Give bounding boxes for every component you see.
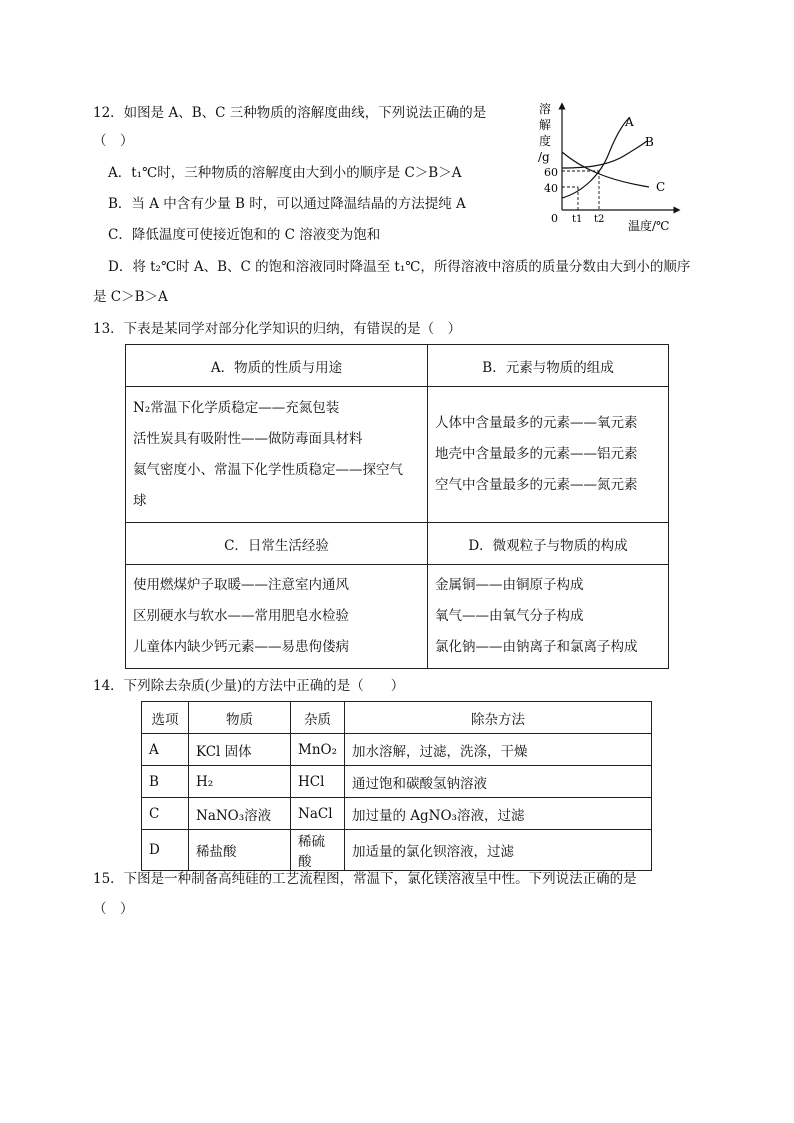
q13-c-body [126, 565, 428, 669]
origin-label: 0 [551, 212, 558, 225]
q13-a-item: N₂常温下化学质稳定——充氮包装 [133, 399, 340, 416]
curve-c-label: C [656, 180, 666, 194]
y-tick-40: 40 [544, 182, 558, 195]
q13-c-item: 儿童体内缺少钙元素——易患佝偻病 [133, 639, 349, 655]
q14-cell: KCl 固体 [189, 734, 291, 766]
table-row [142, 766, 652, 798]
q13-stem: 13．下表是某同学对部分化学知识的归纳，有错误的是（ ） [93, 321, 462, 337]
q13-d-title: D．微观粒子与物质的构成 [428, 523, 669, 565]
q14-cell: MnO₂ [291, 734, 345, 766]
q13-a-item: 球 [133, 492, 147, 509]
q14-cell: A [142, 734, 189, 766]
q12-option-a: A．t₁℃时，三种物质的溶解度由大到小的顺序是 C＞B＞A [108, 165, 462, 181]
curve-a-label: A [625, 115, 634, 129]
q14-header-method: 除杂方法 [345, 702, 652, 734]
q15-answer-paren: （ ） [93, 901, 134, 917]
q13-a-body [126, 387, 428, 523]
q12-option-d-line1: D．将 t₂℃时 A、B、C 的饱和溶液同时降温至 t₁℃，所得溶液中溶质的质量分数由大到小的顺序 [108, 259, 691, 275]
q12-option-d-line2: 是 C＞B＞A [93, 289, 168, 305]
y-label-4: /g [538, 150, 550, 164]
q13-a-item: 氦气密度小、常温下化学性质稳定——探空气 [133, 461, 403, 478]
q15-stem: 15．下图是一种制备高纯硅的工艺流程图，常温下，氯化镁溶液呈中性。下列说法正确的是 [93, 871, 637, 887]
solubility-chart [531, 98, 691, 238]
q14-cell: 稀盐酸 [189, 830, 291, 871]
q13-b-item: 人体中含量最多的元素——氧元素 [435, 415, 638, 431]
x-tick-t2: t2 [594, 214, 605, 225]
q14-cell: 加适量的氯化钡溶液，过滤 [345, 830, 652, 871]
x-tick-t1: t1 [572, 214, 583, 225]
q13-c-item: 使用燃煤炉子取暖——注意室内通风 [133, 577, 349, 593]
q13-d-item: 氧气——由氧气分子构成 [435, 608, 584, 624]
q12-option-c: C．降低温度可使接近饱和的 C 溶液变为饱和 [108, 227, 381, 243]
q13-c-title: C．日常生活经验 [126, 523, 428, 565]
q14-cell: 加水溶解，过滤，洗涤，干燥 [345, 734, 652, 766]
q14-cell: NaNO₃溶液 [189, 798, 291, 830]
q14-cell: D [142, 830, 189, 871]
table-row [142, 798, 652, 830]
q14-cell: C [142, 798, 189, 830]
q12-answer-paren: （ ） [93, 133, 134, 149]
q13-d-item: 氯化钠——由钠离子和氯离子构成 [435, 639, 638, 655]
y-label-1: 溶 [539, 102, 552, 116]
q14-header-option: 选项 [142, 702, 189, 734]
curve-b-label: B [645, 135, 654, 149]
q13-d-body [428, 565, 669, 669]
y-label-2: 解 [539, 118, 552, 132]
q14-cell: 稀硫酸 [291, 830, 345, 871]
q13-b-body [428, 387, 669, 523]
q13-b-title: B．元素与物质的组成 [428, 345, 669, 387]
q12-option-b: B．当 A 中含有少量 B 时，可以通过降温结晶的方法提纯 A [108, 196, 466, 212]
q14-cell: NaCl [291, 798, 345, 830]
table-row [142, 734, 652, 766]
q14-cell: B [142, 766, 189, 798]
q14-cell: 加过量的 AgNO₃溶液，过滤 [345, 798, 652, 830]
y-label-3: 度 [539, 134, 552, 148]
q14-cell: HCl [291, 766, 345, 798]
y-tick-60: 60 [544, 166, 558, 179]
q13-c-item: 区别硬水与软水——常用肥皂水检验 [133, 608, 349, 624]
q14-header-substance: 物质 [189, 702, 291, 734]
curve-c [562, 152, 649, 187]
q13-a-item: 活性炭具有吸附性——做防毒面具材料 [133, 430, 363, 447]
q14-cell: H₂ [189, 766, 291, 798]
q13-b-item: 空气中含量最多的元素——氮元素 [435, 477, 638, 493]
q14-stem: 14．下列除去杂质(少量)的方法中正确的是（ ） [93, 678, 405, 694]
x-axis-label: 温度/℃ [628, 219, 670, 233]
q14-cell: 通过饱和碳酸氢钠溶液 [345, 766, 652, 798]
table-row [142, 830, 652, 871]
curve-b [562, 141, 647, 168]
q13-b-item: 地壳中含量最多的元素——铝元素 [435, 446, 638, 462]
q12-stem: 12．如图是 A、B、C 三种物质的溶解度曲线，下列说法正确的是 [93, 105, 487, 121]
q13-d-item: 金属铜——由铜原子构成 [435, 577, 584, 593]
q14-table [141, 701, 652, 871]
q13-a-title: A．物质的性质与用途 [126, 345, 428, 387]
q13-table [125, 344, 669, 669]
q14-header-impurity: 杂质 [291, 702, 345, 734]
